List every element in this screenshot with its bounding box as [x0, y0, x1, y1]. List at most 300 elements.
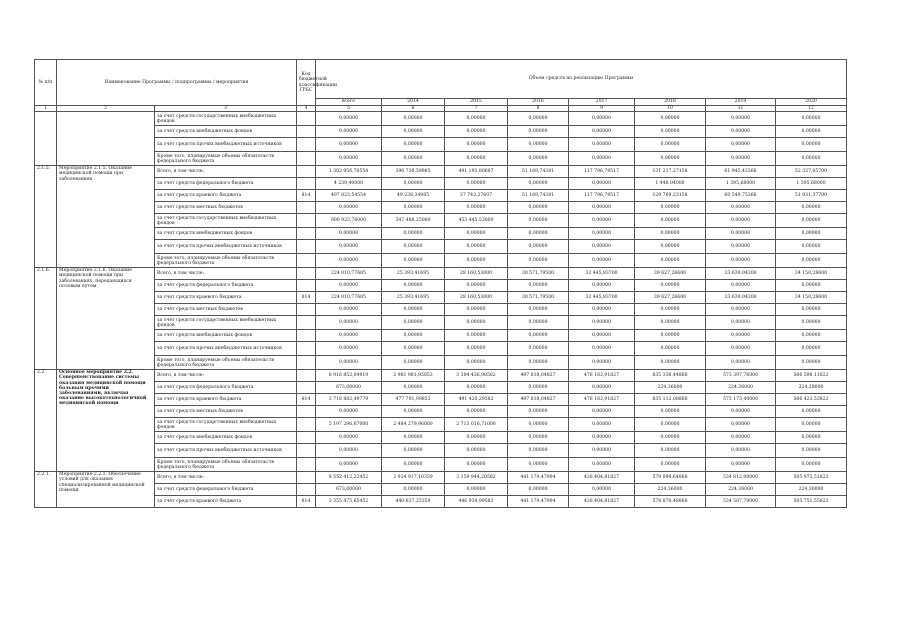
year-value-cell: 0,00000	[445, 304, 508, 316]
year-value-cell: 0,00000	[569, 444, 635, 458]
grbs-code-cell: 814	[297, 292, 316, 304]
year-value-cell: 396 726,59985	[382, 166, 445, 178]
table-row	[35, 406, 847, 418]
header-num: № п/п	[35, 60, 57, 106]
year-value-cell: 0,00000	[635, 254, 706, 268]
funding-source-cell: за счет средств местных бюджетов	[155, 406, 297, 418]
year-value-cell: 25 393,41695	[382, 292, 445, 304]
year-value-cell: 0,00000	[706, 444, 776, 458]
column-number: 6	[382, 106, 445, 112]
year-value-cell: 0,00000	[635, 280, 706, 292]
year-value-cell: 2 961 981,95853	[382, 370, 445, 382]
column-number: 12	[776, 106, 847, 112]
year-value-cell: 476 162,91827	[569, 394, 635, 406]
funding-source-cell: за счет средств федерального бюджета	[155, 178, 297, 190]
funding-source-cell: за счет средств внебюджетных фондов	[155, 330, 297, 342]
total-value-cell: 0,00000	[316, 304, 382, 316]
header-grbs-code: Код бюджетной классификации ГРБС	[297, 60, 316, 106]
table-row	[35, 268, 847, 280]
total-value-cell: 3 355 475,65452	[316, 496, 382, 508]
grbs-code-cell	[297, 166, 316, 178]
year-value-cell: 0,00000	[382, 280, 445, 292]
grbs-code-cell	[297, 356, 316, 370]
total-value-cell: 673,00000	[316, 382, 382, 394]
grbs-code-cell: 814	[297, 496, 316, 508]
year-value-cell: 0,00000	[776, 330, 847, 342]
total-value-cell: 0,00000	[316, 152, 382, 166]
year-value-cell: 0,00000	[635, 138, 706, 152]
year-value-cell: 0,00000	[706, 138, 776, 152]
column-number: 5	[316, 106, 382, 112]
header-year: 2015	[445, 99, 508, 106]
year-value-cell: 0,00000	[776, 432, 847, 444]
year-value-cell: 0,00000	[776, 316, 847, 330]
funding-source-cell: за счет средств прочих внебюджетных источников	[155, 444, 297, 458]
grbs-code-cell	[297, 254, 316, 268]
funding-source-cell: за счет средств государственных внебюджетных фондов	[155, 316, 297, 330]
year-value-cell: 497 818,04827	[508, 370, 569, 382]
year-value-cell: 117 796,79517	[569, 166, 635, 178]
year-value-cell: 0,00000	[445, 228, 508, 240]
total-value-cell: 8 916 852,04919	[316, 370, 382, 382]
year-value-cell: 0,00000	[776, 304, 847, 316]
table-row	[35, 370, 847, 382]
year-value-cell: 0,00000	[706, 126, 776, 138]
year-value-cell: 0,00000	[508, 138, 569, 152]
grbs-code-cell	[297, 472, 316, 484]
funding-source-cell: Кроме того, планируемые объемы обязательств федерального бюджета	[155, 356, 297, 370]
measure-name-cell: Мероприятие 2.1.6. Оказание медицинской помощи при заболеваниях, передающихся половым путем	[57, 268, 155, 370]
year-value-cell: 0,00000	[776, 280, 847, 292]
table-row	[35, 394, 847, 406]
year-value-cell: 0,00000	[776, 406, 847, 418]
year-value-cell: 0,00000	[445, 202, 508, 214]
year-value-cell: 0,00000	[776, 126, 847, 138]
grbs-code-cell	[297, 444, 316, 458]
funding-source-cell: Всего, в том числе:	[155, 166, 297, 178]
total-value-cell: 0,00000	[316, 280, 382, 292]
year-value-cell: 0,00000	[508, 240, 569, 254]
table-row	[35, 240, 847, 254]
funding-source-cell: Всего, в том числе:	[155, 472, 297, 484]
year-value-cell: 0,00000	[445, 484, 508, 496]
year-value-cell: 224,36000	[635, 484, 706, 496]
year-value-cell: 573 397,76000	[706, 370, 776, 382]
column-number: 3	[155, 106, 297, 112]
year-value-cell: 39 627,26600	[635, 292, 706, 304]
column-number: 7	[445, 106, 508, 112]
year-value-cell: 0,00000	[508, 214, 569, 228]
year-value-cell: 39 627,26600	[635, 268, 706, 280]
header-year: 2016	[508, 99, 569, 106]
year-value-cell: 37 743,27607	[445, 190, 508, 202]
year-value-cell: 0,00000	[706, 214, 776, 228]
year-value-cell: 0,00000	[776, 444, 847, 458]
year-value-cell: 0,00000	[508, 342, 569, 356]
year-value-cell: 0,00000	[569, 178, 635, 190]
year-value-cell: 0,00000	[706, 356, 776, 370]
year-value-cell: 0,00000	[776, 152, 847, 166]
year-value-cell: 0,00000	[776, 228, 847, 240]
year-value-cell: 28 160,53000	[445, 268, 508, 280]
funding-source-cell: за счет средств государственных внебюджетных фондов	[155, 112, 297, 126]
year-value-cell: 0,00000	[569, 382, 635, 394]
year-value-cell: 0,00000	[508, 418, 569, 432]
grbs-code-cell	[297, 330, 316, 342]
total-value-cell: 0,00000	[316, 444, 382, 458]
year-value-cell: 0,00000	[569, 202, 635, 214]
table-row	[35, 418, 847, 432]
year-value-cell: 0,00000	[445, 444, 508, 458]
year-value-cell: 0,00000	[635, 342, 706, 356]
grbs-code-cell	[297, 458, 316, 472]
total-value-cell: 0,00000	[316, 342, 382, 356]
grbs-code-cell	[297, 316, 316, 330]
grbs-code-cell	[297, 214, 316, 228]
year-value-cell: 0,00000	[635, 240, 706, 254]
year-value-cell: 0,00000	[706, 432, 776, 444]
year-value-cell: 440 637,25359	[382, 496, 445, 508]
year-value-cell: 573 173,40000	[706, 394, 776, 406]
funding-source-cell: Всего, в том числе:	[155, 370, 297, 382]
grbs-code-cell	[297, 202, 316, 214]
table-row	[35, 484, 847, 496]
year-value-cell: 0,00000	[508, 126, 569, 138]
funding-source-cell: за счет средств внебюджетных фондов	[155, 126, 297, 138]
year-value-cell: 0,00000	[508, 228, 569, 240]
total-value-cell: 497 823,54554	[316, 190, 382, 202]
total-value-cell: 3 718 882,49779	[316, 394, 382, 406]
year-value-cell: 491 420,29582	[445, 394, 508, 406]
grbs-code-cell: 814	[297, 190, 316, 202]
table-row	[35, 356, 847, 370]
year-value-cell: 1 448,04000	[635, 178, 706, 190]
year-value-cell: 0,00000	[635, 304, 706, 316]
grbs-code-cell	[297, 432, 316, 444]
year-value-cell: 30 571,79500	[508, 268, 569, 280]
year-value-cell: 3 304 436,98582	[445, 370, 508, 382]
table-row	[35, 316, 847, 330]
year-value-cell: 0,00000	[706, 458, 776, 472]
year-value-cell: 0,00000	[706, 152, 776, 166]
measure-name-cell: Основное мероприятие 2.2. Совершенствование системы оказания медицинской помощи больным прочими заболеваниями, включая оказание высокотехнологичной медицинской помощи	[57, 370, 155, 472]
year-value-cell: 0,00000	[569, 356, 635, 370]
table-row	[35, 112, 847, 126]
year-value-cell: 534 812,00000	[706, 472, 776, 484]
year-value-cell: 566 598,11822	[776, 370, 847, 382]
year-value-cell: 0,00000	[569, 112, 635, 126]
year-value-cell: 0,00000	[706, 254, 776, 268]
year-value-cell: 0,00000	[382, 202, 445, 214]
funding-source-cell: за счет средств краевого бюджета	[155, 394, 297, 406]
year-value-cell: 49 238,34985	[382, 190, 445, 202]
funding-source-cell: за счет средств внебюджетных фондов	[155, 228, 297, 240]
year-value-cell: 0,00000	[445, 240, 508, 254]
year-value-cell: 0,00000	[569, 240, 635, 254]
year-value-cell: 33 639,04300	[706, 268, 776, 280]
program-funding-table	[34, 59, 847, 508]
year-value-cell: 0,00000	[382, 406, 445, 418]
total-value-cell: 0,00000	[316, 126, 382, 138]
year-value-cell: 0,00000	[508, 280, 569, 292]
total-value-cell: 5 197 296,67000	[316, 418, 382, 432]
year-value-cell: 0,00000	[635, 152, 706, 166]
header-name: Наименование Программы / подпрограммы / мероприятия	[57, 60, 297, 106]
row-number-cell: 2.1.6.	[35, 268, 57, 370]
row-number-cell: 2.1.5.	[35, 166, 57, 268]
year-value-cell: 0,00000	[445, 316, 508, 330]
year-value-cell: 0,00000	[569, 254, 635, 268]
funding-source-cell: Всего, в том числе:	[155, 268, 297, 280]
total-value-cell: 0,00000	[316, 406, 382, 418]
table-row	[35, 166, 847, 178]
column-number: 10	[635, 106, 706, 112]
year-value-cell: 426 404,81827	[569, 496, 635, 508]
table-row	[35, 214, 847, 228]
year-value-cell: 453 445,53000	[445, 214, 508, 228]
year-value-cell: 0,00000	[508, 330, 569, 342]
year-value-cell: 2 924 917,10359	[382, 472, 445, 484]
total-value-cell: 0,00000	[316, 458, 382, 472]
grbs-code-cell	[297, 126, 316, 138]
year-value-cell: 0,00000	[382, 304, 445, 316]
year-value-cell: 0,00000	[569, 280, 635, 292]
grbs-code-cell	[297, 342, 316, 356]
table-row	[35, 138, 847, 152]
year-value-cell: 0,00000	[508, 152, 569, 166]
year-value-cell: 0,00000	[776, 138, 847, 152]
year-value-cell: 441 179,47994	[508, 472, 569, 484]
year-value-cell: 131 217,27158	[635, 166, 706, 178]
year-value-cell: 0,00000	[382, 126, 445, 138]
funding-source-cell: за счет средств краевого бюджета	[155, 292, 297, 304]
header-total: всего	[316, 99, 382, 106]
total-value-cell: 0,00000	[316, 240, 382, 254]
year-value-cell: 224,36000	[706, 382, 776, 394]
year-value-cell: 0,00000	[445, 280, 508, 292]
year-value-cell: 0,00000	[382, 356, 445, 370]
year-value-cell: 0,00000	[508, 406, 569, 418]
year-value-cell: 0,00000	[508, 202, 569, 214]
total-value-cell: 0,00000	[316, 356, 382, 370]
table-body	[35, 112, 847, 508]
grbs-code-cell	[297, 280, 316, 292]
funding-source-cell: за счет средств государственных внебюджетных фондов	[155, 214, 297, 228]
year-value-cell: 51 189,74381	[508, 190, 569, 202]
header-year: 2018	[635, 99, 706, 106]
total-value-cell: 0,00000	[316, 432, 382, 444]
total-value-cell: 0,00000	[316, 228, 382, 240]
year-value-cell: 0,00000	[635, 112, 706, 126]
column-number: 8	[508, 106, 569, 112]
table-row	[35, 342, 847, 356]
year-value-cell: 0,00000	[569, 152, 635, 166]
year-value-cell: 60 549,75366	[706, 190, 776, 202]
year-value-cell: 0,00000	[569, 432, 635, 444]
year-value-cell: 0,00000	[635, 458, 706, 472]
total-value-cell: 224 010,77685	[316, 292, 382, 304]
year-value-cell: 0,00000	[569, 406, 635, 418]
year-value-cell: 0,00000	[706, 330, 776, 342]
year-value-cell: 0,00000	[382, 330, 445, 342]
table-row	[35, 496, 847, 508]
year-value-cell: 0,00000	[382, 342, 445, 356]
grbs-code-cell	[297, 382, 316, 394]
year-value-cell: 224,36000	[635, 382, 706, 394]
header-volume: Объем средств на реализацию Программы	[316, 60, 847, 99]
year-value-cell: 0,00000	[445, 126, 508, 138]
table-row	[35, 228, 847, 240]
year-value-cell: 0,00000	[508, 444, 569, 458]
year-value-cell: 0,00000	[382, 138, 445, 152]
year-value-cell: 0,00000	[706, 304, 776, 316]
year-value-cell: 0,00000	[508, 432, 569, 444]
year-value-cell: 0,00000	[776, 214, 847, 228]
grbs-code-cell	[297, 418, 316, 432]
year-value-cell: 0,00000	[569, 138, 635, 152]
funding-source-cell: за счет средств краевого бюджета	[155, 190, 297, 202]
year-value-cell: 0,00000	[706, 202, 776, 214]
funding-source-cell: за счет средств внебюджетных фондов	[155, 432, 297, 444]
year-value-cell: 1 395,68000	[776, 178, 847, 190]
grbs-code-cell	[297, 138, 316, 152]
year-value-cell: 0,00000	[445, 432, 508, 444]
year-value-cell: 476 162,91827	[569, 370, 635, 382]
year-value-cell: 446 934,99582	[445, 496, 508, 508]
year-value-cell: 0,00000	[445, 342, 508, 356]
year-value-cell: 0,00000	[445, 138, 508, 152]
measure-name-cell: Мероприятие 2.2.1. Обеспечение условий для оказания специализированной медицинской помощи	[57, 472, 155, 508]
year-value-cell: 505 751,55822	[776, 496, 847, 508]
table-row	[35, 292, 847, 304]
total-value-cell: 800 933,76000	[316, 214, 382, 228]
year-value-cell: 0,00000	[445, 330, 508, 342]
funding-source-cell: за счет средств краевого бюджета	[155, 496, 297, 508]
funding-source-cell: Кроме того, планируемые объемы обязательств федерального бюджета	[155, 152, 297, 166]
year-value-cell: 0,00000	[382, 458, 445, 472]
year-value-cell: 0,00000	[635, 406, 706, 418]
year-value-cell: 534 587,70000	[706, 496, 776, 508]
grbs-code-cell: 814	[297, 394, 316, 406]
year-value-cell: 0,00000	[382, 484, 445, 496]
year-value-cell: 0,00000	[569, 228, 635, 240]
total-value-cell: 1 302 956,70554	[316, 166, 382, 178]
year-value-cell: 0,00000	[706, 406, 776, 418]
total-value-cell: 4 239,40000	[316, 178, 382, 190]
year-value-cell: 0,00000	[635, 356, 706, 370]
year-value-cell: 497 818,04827	[508, 394, 569, 406]
year-value-cell: 224,30000	[776, 484, 847, 496]
grbs-code-cell	[297, 406, 316, 418]
table-row	[35, 254, 847, 268]
year-value-cell: 2 484 279,96000	[382, 418, 445, 432]
funding-source-cell: за счет средств местных бюджетов	[155, 304, 297, 316]
year-value-cell: 33 639,04300	[706, 292, 776, 304]
year-value-cell: 0,00000	[445, 356, 508, 370]
year-value-cell: 0,00000	[569, 484, 635, 496]
year-value-cell: 0,00000	[569, 316, 635, 330]
year-value-cell: 0,00000	[706, 342, 776, 356]
year-value-cell: 0,00000	[569, 458, 635, 472]
row-number-cell	[35, 112, 57, 166]
year-value-cell: 0,00000	[635, 126, 706, 138]
year-value-cell: 0,00000	[382, 254, 445, 268]
year-value-cell: 32 445,83700	[569, 292, 635, 304]
year-value-cell: 0,00000	[382, 240, 445, 254]
total-value-cell: 0,00000	[316, 202, 382, 214]
total-value-cell: 0,00000	[316, 330, 382, 342]
year-value-cell: 0,00000	[776, 240, 847, 254]
year-value-cell: 0,00000	[382, 382, 445, 394]
year-value-cell: 0,00000	[569, 418, 635, 432]
funding-source-cell: за счет средств прочих внебюджетных источников	[155, 342, 297, 356]
year-value-cell: 0,00000	[508, 304, 569, 316]
table-row	[35, 152, 847, 166]
program-funding-table-sheet	[34, 59, 846, 508]
year-value-cell: 129 769,23158	[635, 190, 706, 202]
year-value-cell: 117 796,79517	[569, 190, 635, 202]
year-value-cell: 0,00000	[569, 304, 635, 316]
year-value-cell: 51 931,37700	[776, 190, 847, 202]
year-value-cell: 51 189,74381	[508, 166, 569, 178]
table-row	[35, 382, 847, 394]
table-row	[35, 304, 847, 316]
column-number: 4	[297, 106, 316, 112]
measure-name-cell	[57, 112, 155, 166]
year-value-cell: 28 160,53000	[445, 292, 508, 304]
funding-source-cell: за счет средств федерального бюджета	[155, 382, 297, 394]
year-value-cell: 477 701,99853	[382, 394, 445, 406]
year-value-cell: 61 945,43366	[706, 166, 776, 178]
year-value-cell: 0,00000	[776, 418, 847, 432]
year-value-cell: 0,00000	[776, 112, 847, 126]
year-value-cell: 0,00000	[445, 382, 508, 394]
year-value-cell: 347 488,25000	[382, 214, 445, 228]
column-number: 1	[35, 106, 57, 112]
row-number-cell: 2.2.1.	[35, 472, 57, 508]
funding-source-cell: за счет средств федерального бюджета	[155, 484, 297, 496]
year-value-cell: 635 112,08868	[635, 394, 706, 406]
funding-source-cell: за счет средств прочих внебюджетных источников	[155, 138, 297, 152]
year-value-cell: 0,00000	[508, 356, 569, 370]
year-value-cell: 0,00000	[706, 418, 776, 432]
year-value-cell: 0,00000	[445, 458, 508, 472]
year-value-cell: 0,00000	[382, 152, 445, 166]
year-value-cell: 0,00000	[445, 254, 508, 268]
grbs-code-cell	[297, 484, 316, 496]
year-value-cell: 0,00000	[635, 316, 706, 330]
total-value-cell: 673,00000	[316, 484, 382, 496]
funding-source-cell: за счет средств местных бюджетов	[155, 202, 297, 214]
header-year: 2019	[706, 99, 776, 106]
table-row	[35, 472, 847, 484]
year-value-cell: 0,00000	[382, 178, 445, 190]
year-value-cell: 224,36000	[706, 484, 776, 496]
year-value-cell: 0,00000	[382, 316, 445, 330]
grbs-code-cell	[297, 152, 316, 166]
table-row	[35, 190, 847, 202]
measure-name-cell: Мероприятие 2.1.5. Оказание медицинской помощи при заболеваниях	[57, 166, 155, 268]
year-value-cell: 34 150,28600	[776, 292, 847, 304]
total-value-cell: 8 552 412,22452	[316, 472, 382, 484]
year-value-cell: 0,00000	[382, 228, 445, 240]
funding-source-cell: за счет средств федерального бюджета	[155, 280, 297, 292]
year-value-cell: 32 445,83700	[569, 268, 635, 280]
grbs-code-cell	[297, 304, 316, 316]
year-value-cell: 0,00000	[508, 254, 569, 268]
year-value-cell: 0,00000	[706, 112, 776, 126]
year-value-cell: 1 395,68000	[706, 178, 776, 190]
